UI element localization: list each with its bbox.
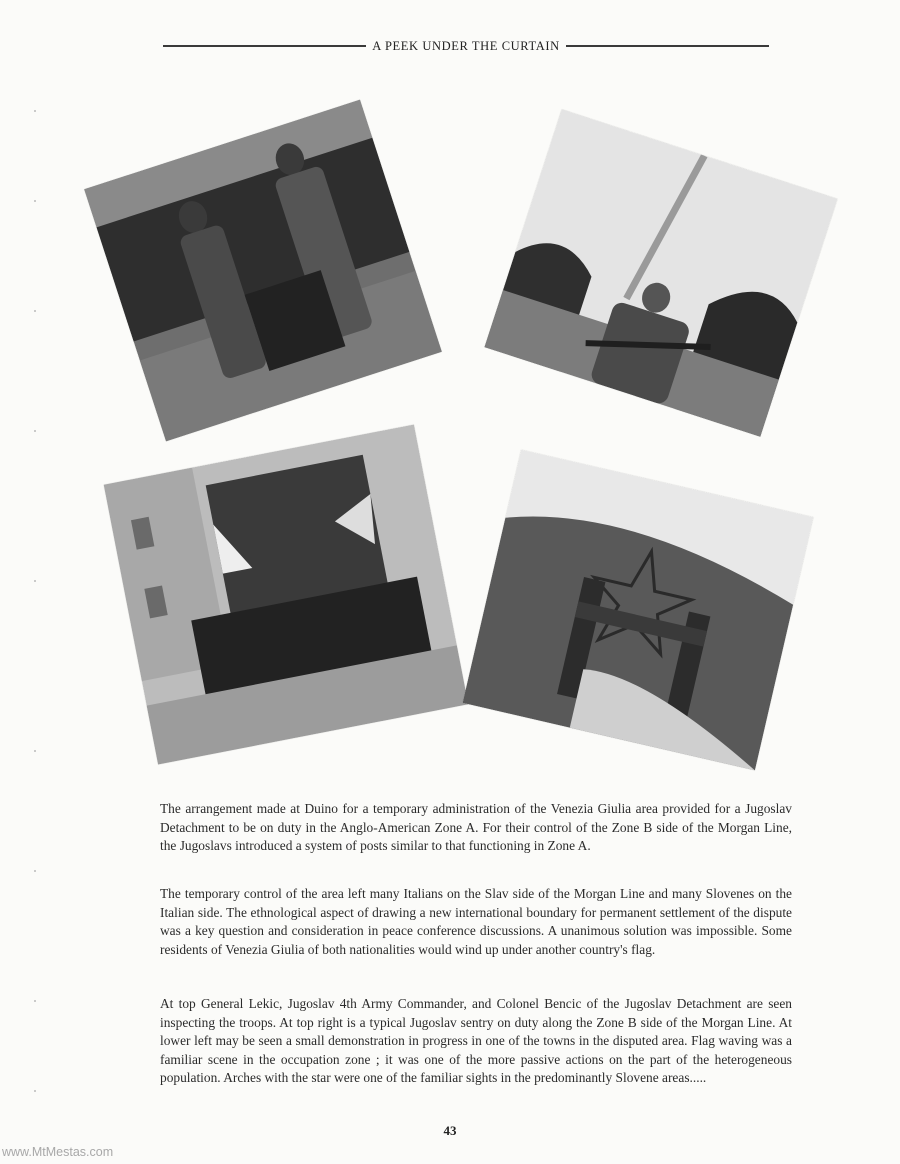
margin-specks — [34, 110, 36, 1110]
photo-arch-with-star — [463, 450, 814, 771]
photo-officers-inspecting-troops — [84, 100, 442, 442]
header-rule-right — [566, 45, 769, 47]
page-number: 43 — [443, 1123, 457, 1138]
paragraph-duino-arrangement: The arrangement made at Duino for a temporary administration of the Venezia Giulia area provided for a Jugoslav Detachment to be on duty in the Anglo-American Zone A. For their control of the Zone B side of the Morgan Line, the Jugoslavs introduced a system of posts similar to that functioning in Zone A. — [160, 801, 792, 854]
header-rule-left — [163, 45, 366, 47]
photo-flag-demonstration — [104, 424, 469, 764]
running-header — [163, 38, 769, 54]
paragraph-temporary-control: The temporary control of the area left many Italians on the Slav side of the Morgan Line and many Slovenes on the Italian side. The ethnological aspect of drawing a new international boundary for permanent settlement of the dispute was a key question and consideration in peace conference discussions. A unanimous solution was impossible. Some residents of Venezia Giulia of both nationalities would wind up under another country's flag. — [160, 886, 792, 957]
paragraph-photo-captions: At top General Lekic, Jugoslav 4th Army Commander, and Colonel Bencic of the Jugoslav Detachment are seen inspecting the troops. At top right is a typical Jugoslav sentry on duty along the Zone B side of the Morgan Line. At lower left may be seen a small demonstration in progress in one of the towns in the disputed area. Flag waving was a familiar scene in the occupation zone ; it was one of the more passive actions on the part of the heterogeneous population. Arches with the star were one of the familiar sights in the predominantly Slovene areas..... — [160, 996, 792, 1086]
running-title: A PEEK UNDER THE CURTAIN — [372, 38, 560, 53]
photo-jugoslav-sentry — [484, 109, 837, 436]
watermark-link: www.MtMestas.com — [2, 1145, 114, 1159]
